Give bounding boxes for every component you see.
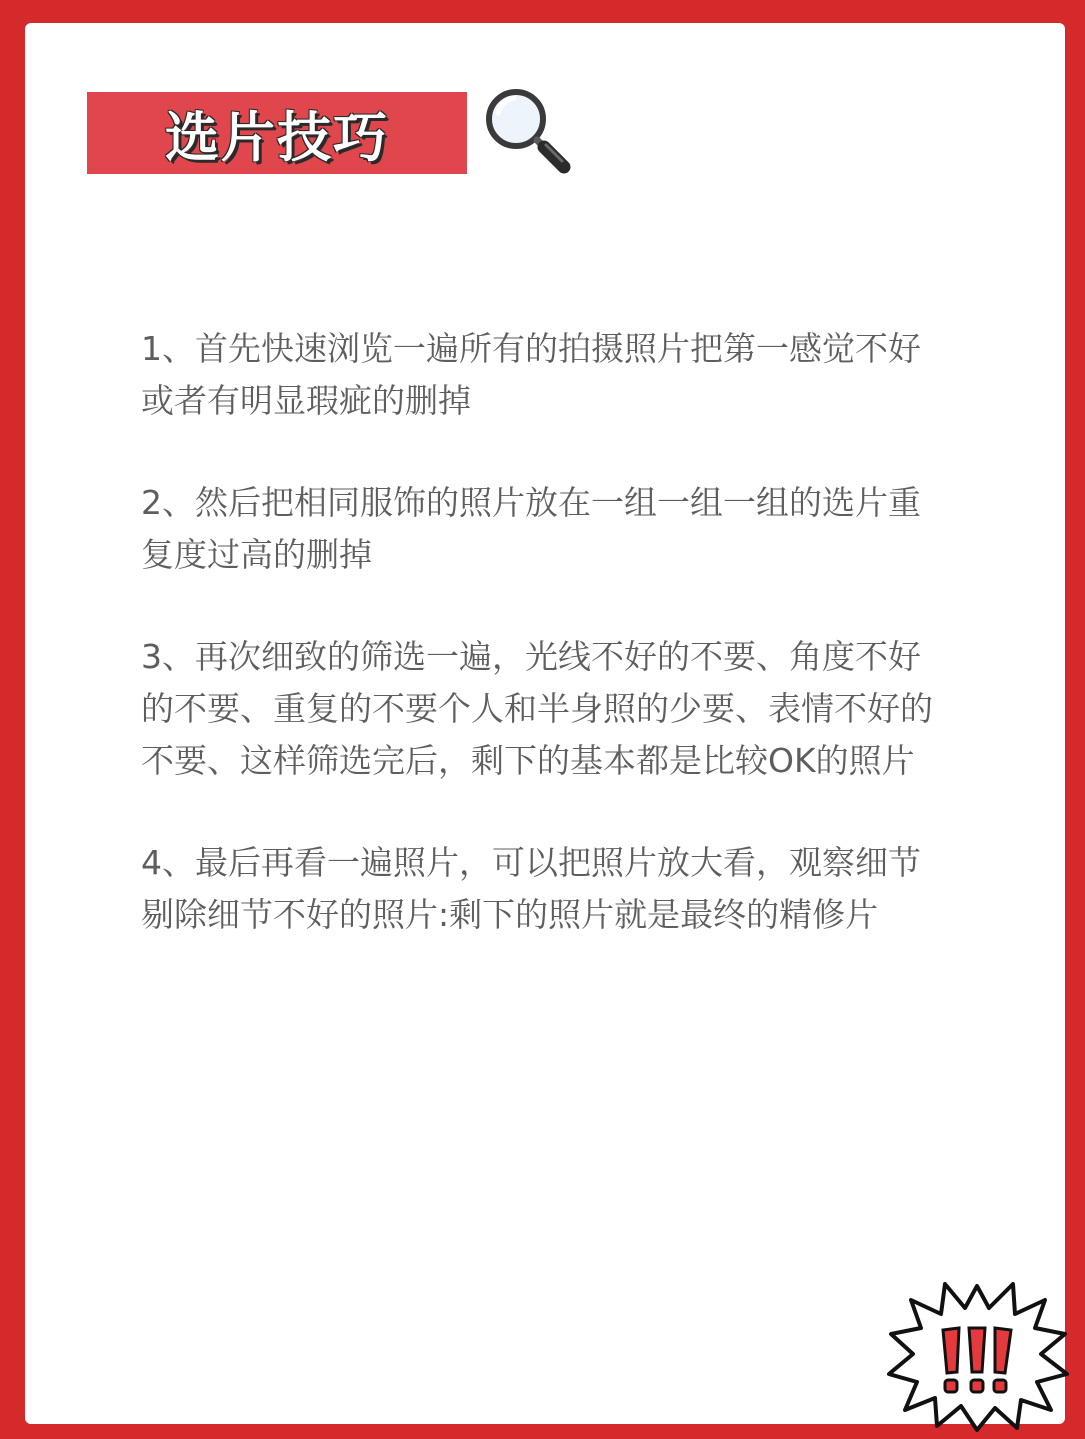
tip-paragraph: 1、首先快速浏览一遍所有的拍摄照片把第一感觉不好或者有明显瑕疵的删掉 — [141, 329, 921, 420]
magnifying-glass-icon — [480, 83, 575, 178]
tip-paragraph: 4、最后再看一遍照片，可以把照片放大看，观察细节剔除细节不好的照片:剩下的照片就是最终的精修片 — [141, 843, 921, 934]
exclamation-burst-icon — [885, 1278, 1070, 1433]
page-title: 选片技巧 — [165, 105, 389, 169]
tips-list — [141, 323, 941, 991]
tip-paragraph: 2、然后把相同服饰的照片放在一组一组一组的选片重复度过高的删掉 — [141, 483, 921, 574]
content-card — [25, 23, 1065, 1424]
title-banner — [87, 92, 467, 174]
tip-paragraph: 3、再次细致的筛选一遍，光线不好的不要、角度不好的不要、重复的不要个人和半身照的少要、表情不好的不要、这样筛选完后，剩下的基本都是比较OK的照片 — [141, 637, 933, 780]
